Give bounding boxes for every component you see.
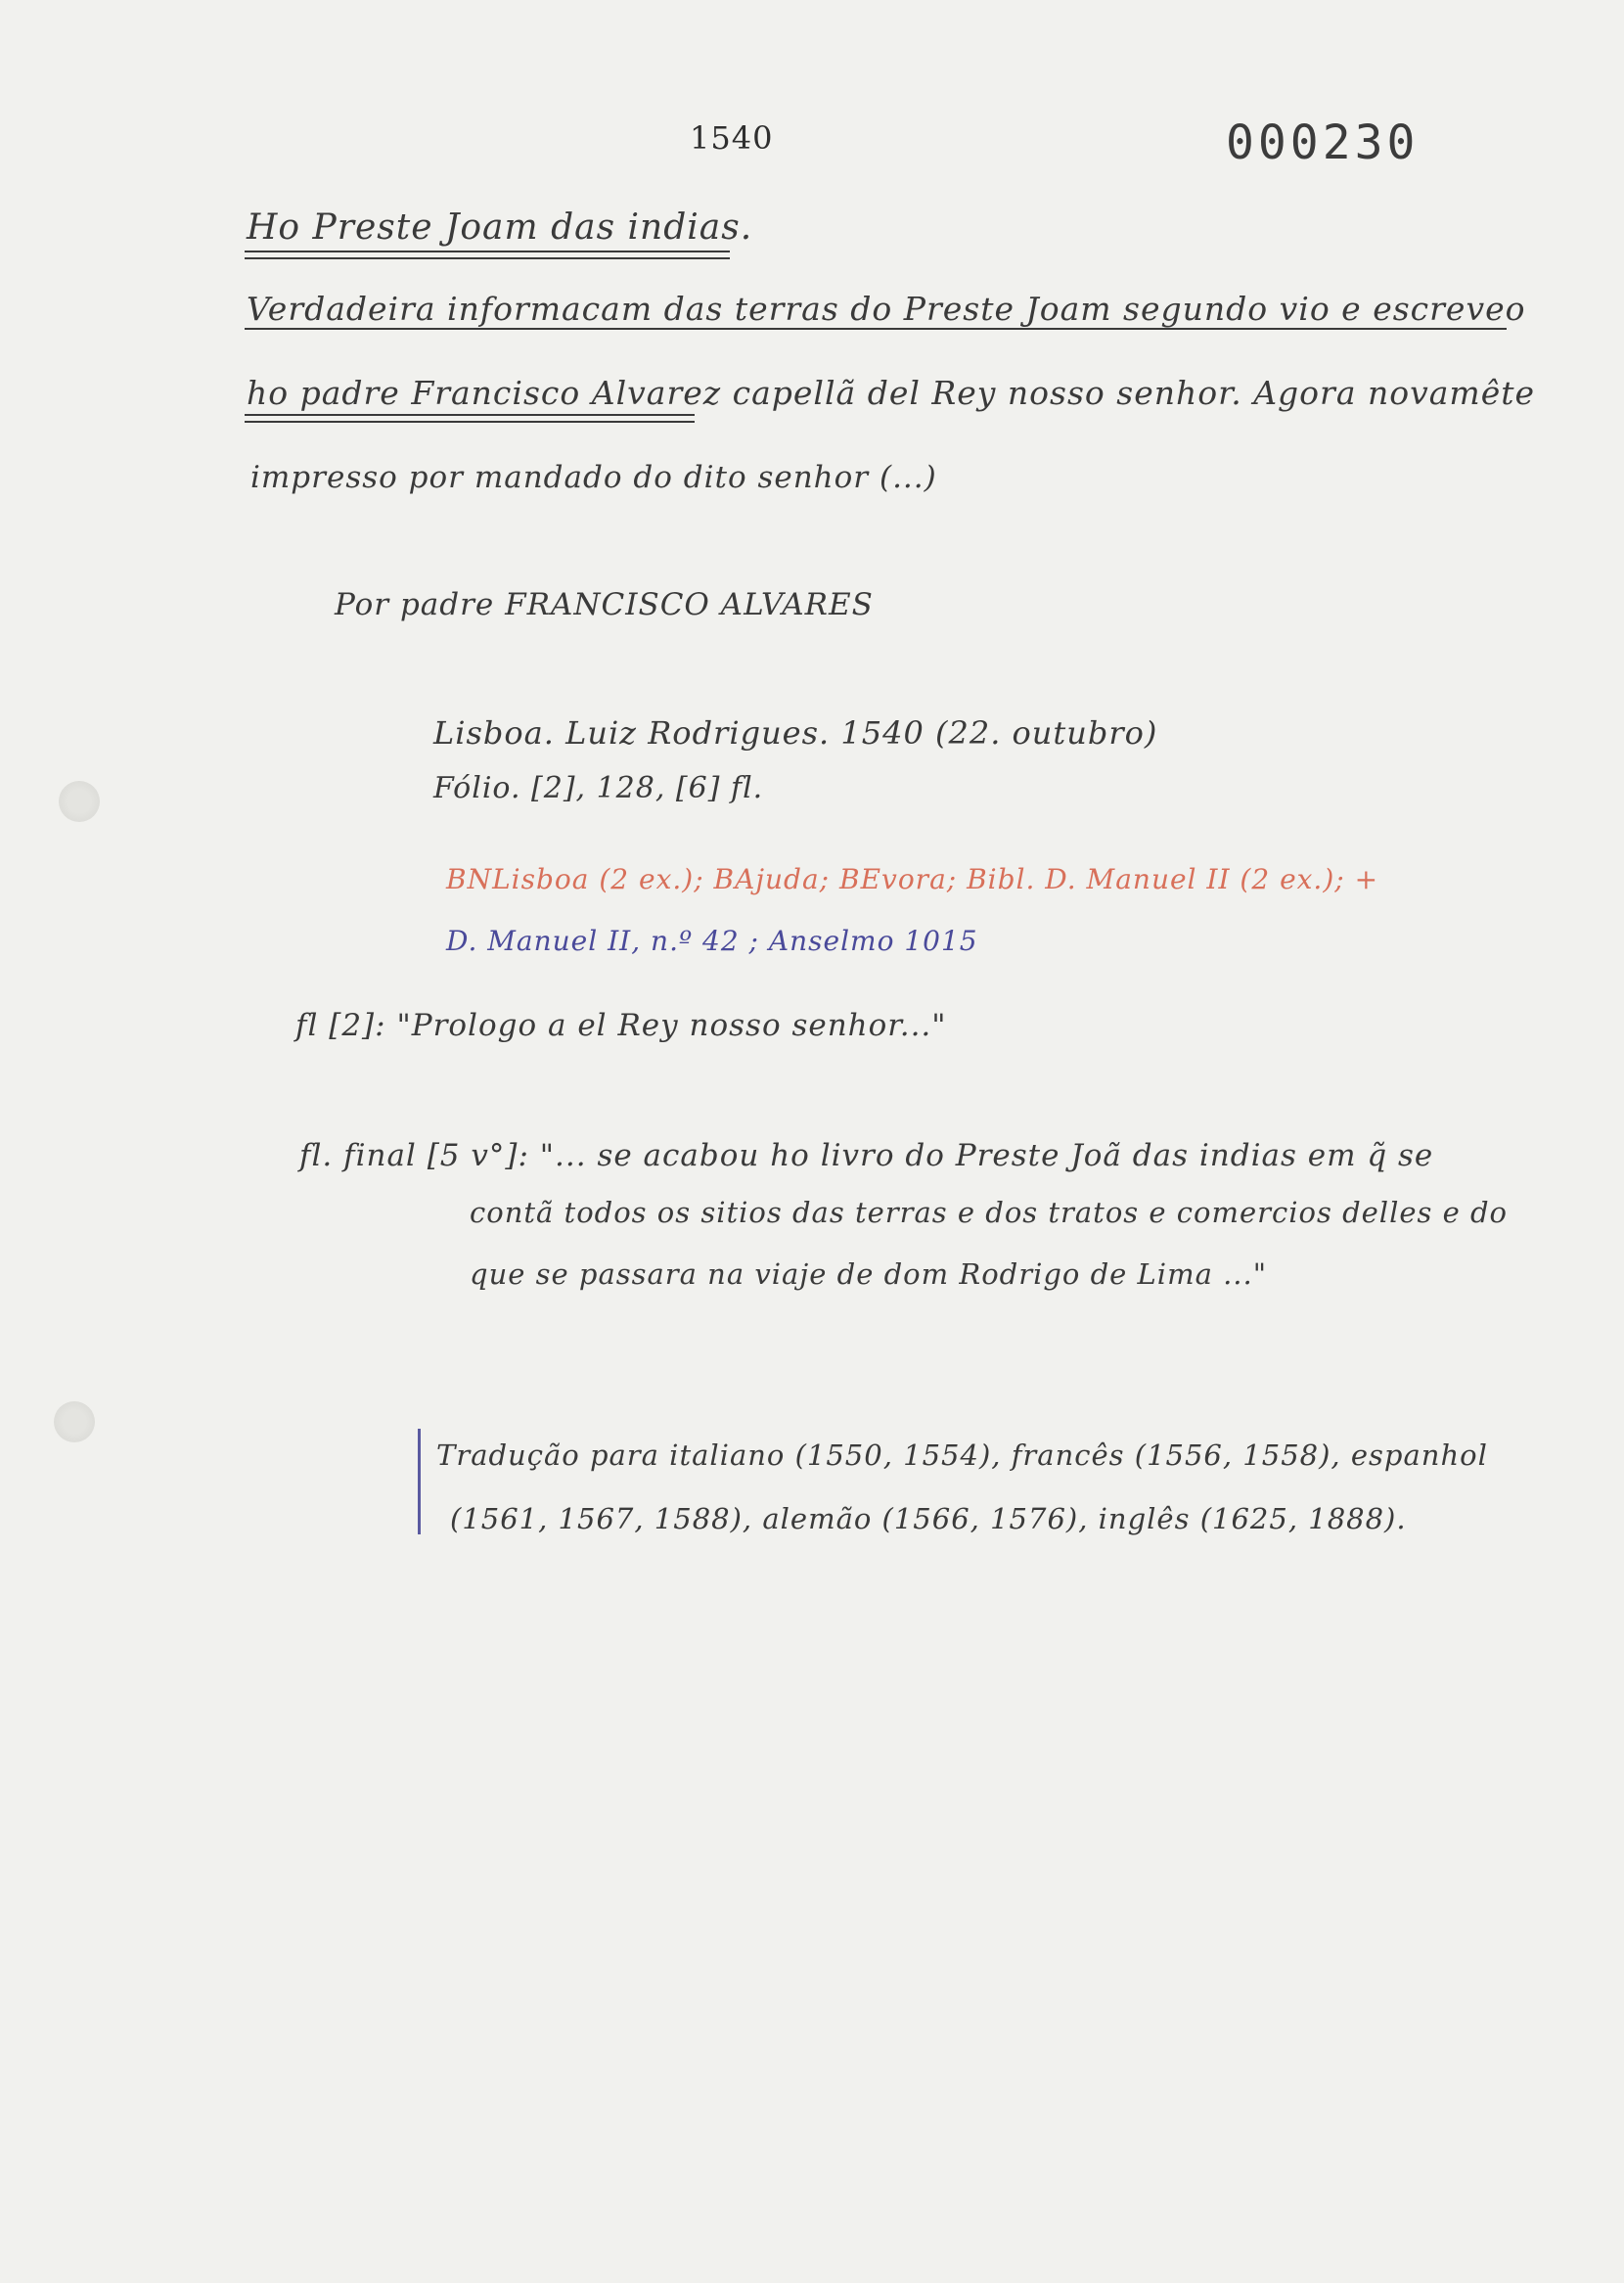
translations-line-1: Tradução para italiano (1550, 1554), francês (1556, 1558), espanhol xyxy=(436,1438,1488,1472)
punch-hole xyxy=(54,1401,95,1442)
punch-hole xyxy=(59,781,100,822)
colophon-line-3: que se passara na viaje de dom Rodrigo de Lima ..." xyxy=(470,1257,1268,1291)
holdings-line: BNLisboa (2 ex.); BAjuda; BEvora; Bibl. D. Manuel II (2 ex.); + xyxy=(446,863,1379,895)
author-underline xyxy=(245,414,695,416)
imprint-line: Lisboa. Luiz Rodrigues. 1540 (22. outubro) xyxy=(433,714,1158,752)
subtitle-line-1: Verdadeira informacam das terras do Preste Joam segundo vio e escreveo xyxy=(247,290,1526,328)
references-line: D. Manuel II, n.º 42 ; Anselmo 1015 xyxy=(446,925,978,957)
year-heading: 1540 xyxy=(690,119,774,157)
author-underline xyxy=(245,421,695,423)
colophon-line-1: fl. final [5 v°]: "... se acabou ho livro do Preste Joã das indias em q̃ se xyxy=(299,1138,1434,1173)
author-line: Por padre FRANCISCO ALVARES xyxy=(335,587,874,622)
collation-line: Fólio. [2], 128, [6] fl. xyxy=(433,771,764,805)
title-underline xyxy=(245,251,730,252)
book-title: Ho Preste Joam das indias. xyxy=(247,207,753,248)
subtitle-underline xyxy=(245,328,1507,330)
translations-line-2: (1561, 1567, 1588), alemão (1566, 1576), inglês (1625, 1888). xyxy=(450,1502,1407,1535)
subtitle-line-2: ho padre Francisco Alvarez capellã del Rey nosso senhor. Agora novamête xyxy=(247,374,1536,412)
stamp-number: 000230 xyxy=(1226,115,1420,170)
margin-bar xyxy=(418,1429,421,1534)
title-underline xyxy=(245,257,730,259)
subtitle-line-3: impresso por mandado do dito senhor (...) xyxy=(250,460,937,495)
prologue-note: fl [2]: "Prologo a el Rey nosso senhor..." xyxy=(295,1008,947,1043)
colophon-line-2: contã todos os sitios das terras e dos tratos e comercios delles e do xyxy=(470,1196,1509,1229)
